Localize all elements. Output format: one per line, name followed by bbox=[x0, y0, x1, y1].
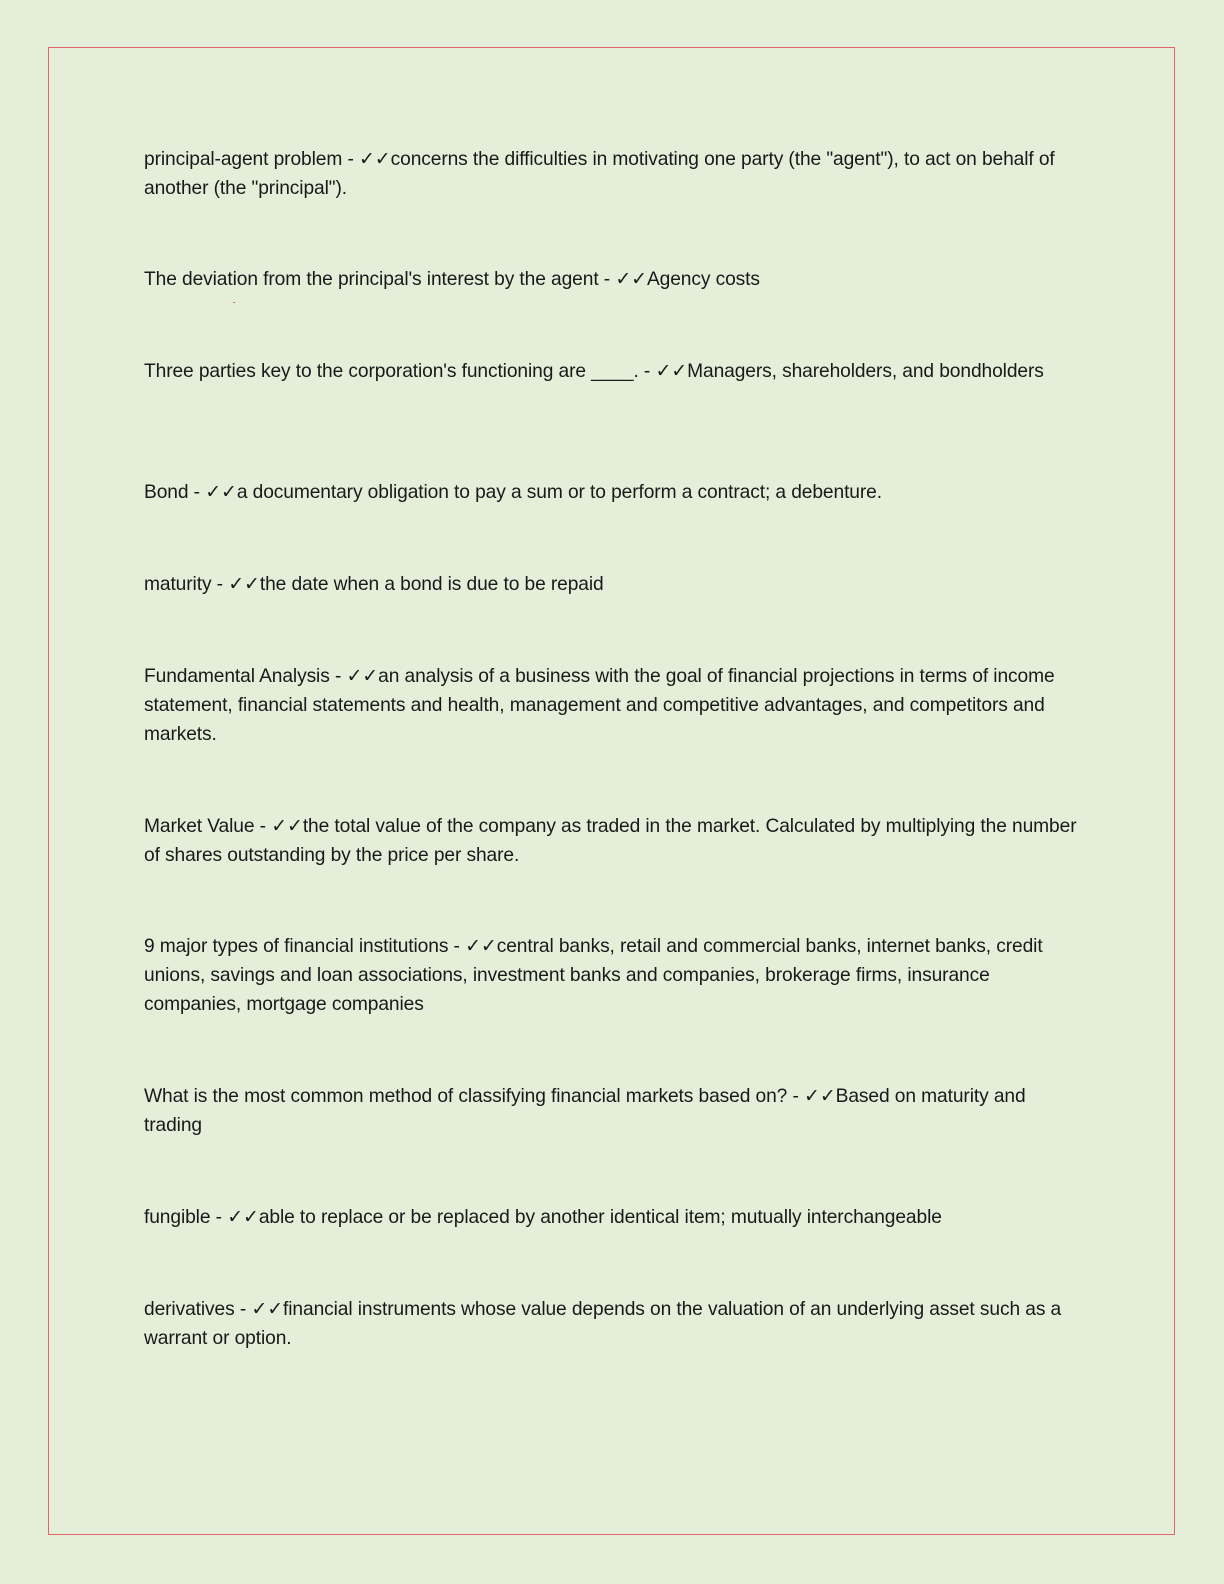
entry-term: derivatives bbox=[144, 1299, 235, 1320]
entry-definition: concerns the difficulties in motivating one party (the "agent"), to act on behalf of another (the "principal"). bbox=[144, 149, 1055, 199]
entry-term: Market Value bbox=[144, 816, 255, 837]
checkmark-icon: ✓✓ bbox=[615, 268, 647, 290]
entry-term: Bond bbox=[144, 482, 189, 503]
entry-maturity: maturity - ✓✓the date when a bond is due to be repaid bbox=[144, 573, 604, 595]
checkmark-icon: ✓✓ bbox=[251, 1298, 284, 1320]
entry-definition: central banks, retail and commercial banks, internet banks, credit unions, savings and loan associations, investment banks and companies, brokerage firms, insurance companies, mortgage companies bbox=[144, 936, 1043, 1015]
entry-term: Fundamental Analysis bbox=[144, 666, 330, 687]
entry-definition: the date when a bond is due to be repaid bbox=[259, 574, 604, 595]
entry-term: principal-agent problem bbox=[144, 149, 343, 170]
entry-fundamental-analysis: Fundamental Analysis - ✓✓an analysis of a business with the goal of financial projections in terms of income statement, financial statements and health, management and competitive advantages, and competitors and markets. bbox=[144, 665, 1055, 745]
checkmark-icon: ✓✓ bbox=[228, 573, 260, 595]
checkmark-icon: ✓✓ bbox=[205, 481, 237, 503]
entry-definition: able to replace or be replaced by another identical item; mutually interchangeable bbox=[258, 1207, 942, 1228]
entry-financial-institutions: 9 major types of financial institutions - ✓✓central banks, retail and commercial banks, internet banks, credit unions, savings and loan associations, investment banks and companies, brokerage firms, insurance companies, mortgage companies bbox=[144, 935, 1043, 1015]
entry-definition: the total value of the company as traded in the market. Calculated by multiplying the number of shares outstanding by the price per share. bbox=[144, 816, 1077, 866]
entry-market-value: Market Value - ✓✓the total value of the company as traded in the market. Calculated by multiplying the number of shares outstanding by the price per share. bbox=[144, 815, 1077, 866]
entry-fungible: fungible - ✓✓able to replace or be replaced by another identical item; mutually interchangeable bbox=[144, 1206, 942, 1228]
entry-agency-costs: The deviation from the principal's interest by the agent - ✓✓Agency costs bbox=[144, 268, 760, 290]
entry-bond: Bond - ✓✓a documentary obligation to pay a sum or to perform a contract; a debenture. bbox=[144, 481, 882, 503]
entry-three-parties: Three parties key to the corporation's functioning are ____. - ✓✓Managers, shareholders, and bondholders bbox=[144, 360, 1044, 382]
entry-definition: Based on maturity and trading bbox=[144, 1086, 1026, 1136]
checkmark-icon: ✓✓ bbox=[465, 935, 497, 957]
entry-classifying-markets: What is the most common method of classifying financial markets based on? - ✓✓Based on maturity and trading bbox=[144, 1085, 1026, 1136]
entry-definition: an analysis of a business with the goal of financial projections in terms of income statement, financial statements and health, management and competitive advantages, and competitors and markets. bbox=[144, 666, 1055, 745]
entry-definition: Managers, shareholders, and bondholders bbox=[687, 361, 1044, 382]
entry-term: maturity bbox=[144, 574, 212, 595]
entry-term: Three parties key to the corporation's functioning are ____. bbox=[144, 361, 639, 382]
checkmark-icon: ✓✓ bbox=[271, 815, 303, 837]
checkmark-icon: ✓✓ bbox=[358, 148, 391, 170]
entry-principal-agent-problem: principal-agent problem - ✓✓concerns the difficulties in motivating one party (the "agent"), to act on behalf of another (the "principal"). bbox=[144, 148, 1055, 199]
entry-term: What is the most common method of classifying financial markets based on? bbox=[144, 1086, 788, 1107]
entry-definition: Agency costs bbox=[646, 269, 760, 290]
entry-term: fungible bbox=[144, 1207, 211, 1228]
checkmark-icon: ✓✓ bbox=[346, 665, 379, 687]
entry-derivatives: derivatives - ✓✓financial instruments whose value depends on the valuation of an underlying asset such as a warrant or option. bbox=[144, 1298, 1062, 1349]
entry-definition: a documentary obligation to pay a sum or to perform a contract; a debenture. bbox=[236, 482, 882, 503]
entry-definition: financial instruments whose value depends on the valuation of an underlying asset such as a warrant or option. bbox=[144, 1299, 1062, 1349]
checkmark-icon: ✓✓ bbox=[655, 360, 688, 382]
checkmark-icon: ✓✓ bbox=[804, 1085, 836, 1107]
stray-mark bbox=[233, 302, 235, 303]
entry-term: 9 major types of financial institutions bbox=[144, 936, 449, 957]
entry-term: The deviation from the principal's interest by the agent bbox=[144, 269, 599, 290]
checkmark-icon: ✓✓ bbox=[227, 1206, 259, 1228]
